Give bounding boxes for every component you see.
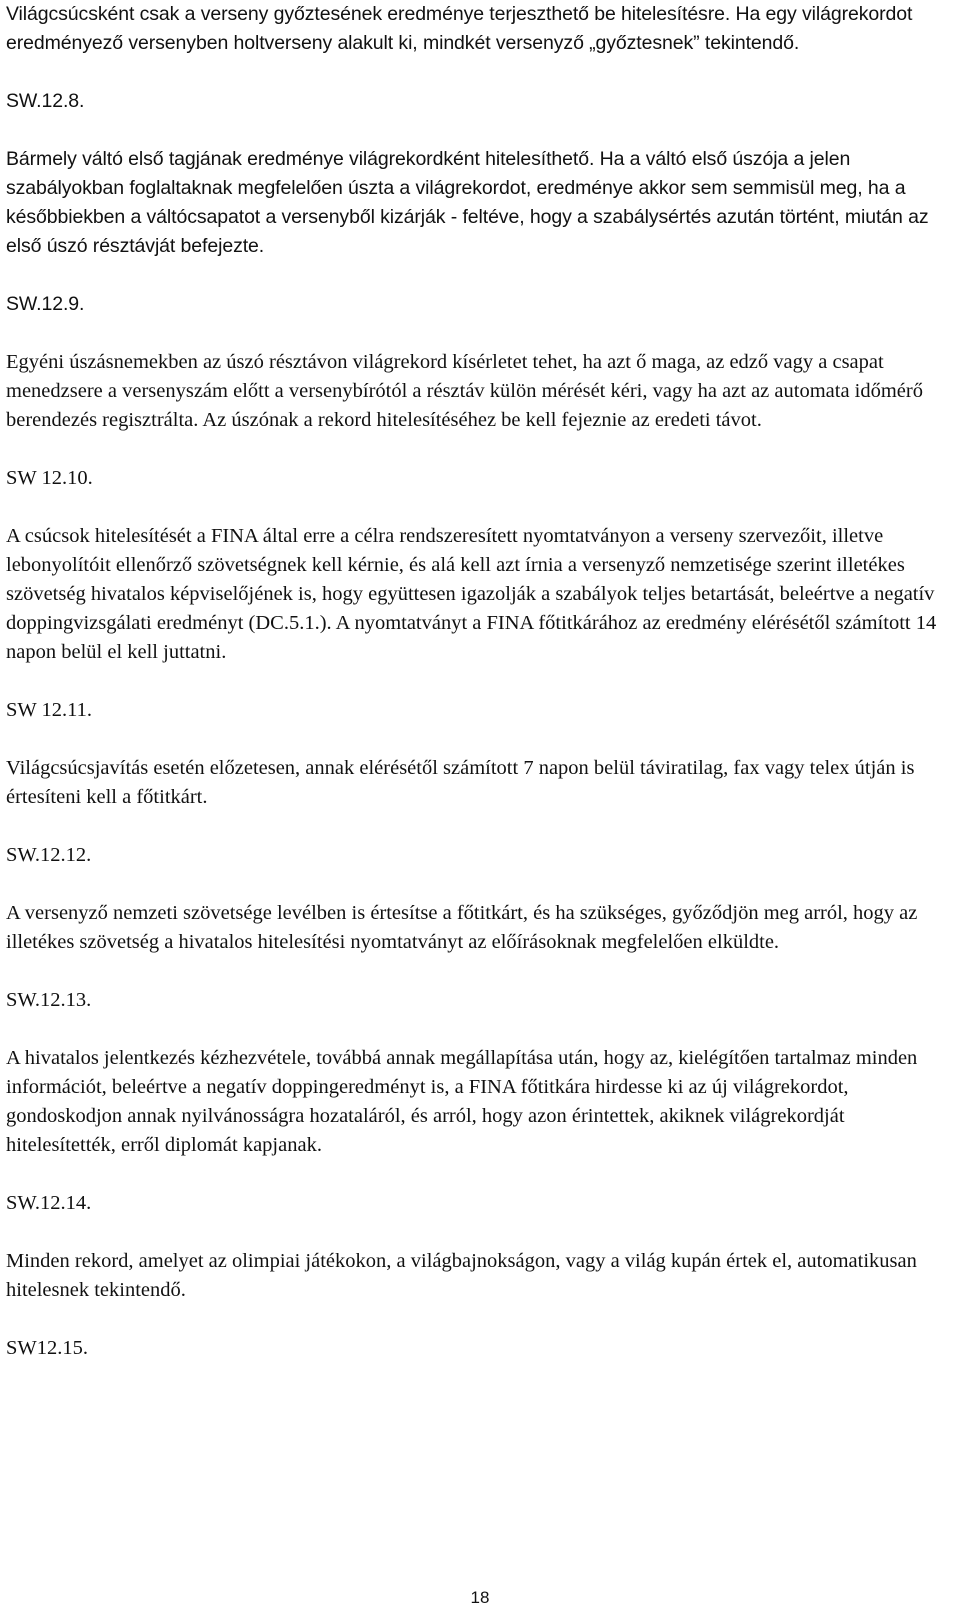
paragraph-official-announcement: A hivatalos jelentkezés kézhezvétele, továbbá annak megállapítása után, hogy az, kielégítően tartalmaz minden információt, beleértve a negatív doppingeredményt is, a FINA főtitkára hirdesse ki az új világrekordot, gondoskodjon annak nyilvánosságra hozataláról, és arról, hogy azon érintettek, akiknek világrekordját hitelesítették, erről diplomát kapjanak. bbox=[6, 1047, 918, 1156]
section-heading-sw-12-14: SW.12.14. bbox=[6, 1192, 92, 1214]
paragraph-split-time-record: Egyéni úszásnemekben az úszó résztávon világrekord kísérletet tehet, ha azt ő maga, az edző vagy a csapat menedzsere a versenyszám előtt a versenybírótól a résztáv külön mérését kéri, vagy ha azt az automata időmérő berendezés regisztrálta. Az úszónak a rekord hitelesítéséhez be kell fejeznie az eredeti távot. bbox=[6, 351, 923, 431]
section-heading-sw-12-13: SW.12.13. bbox=[6, 989, 92, 1011]
document-page bbox=[6, 0, 946, 1392]
page-number: 18 bbox=[470, 1588, 490, 1607]
section-heading-sw-12-9: SW.12.9. bbox=[6, 293, 85, 315]
paragraph-world-record-winner: Világcsúcsként csak a verseny győztesének eredménye terjeszthető be hitelesítésre. Ha egy világrekordot eredményező versenyben holtverseny alakult ki, mindkét versenyző „győztesnek” tekintendő. bbox=[6, 3, 913, 54]
paragraph-relay-first-leg: Bármely váltó első tagjának eredménye világrekordként hitelesíthető. Ha a váltó első úszója a jelen szabályokban foglaltaknak megfelelően úszta a világrekordot, eredménye akkor sem semmisül meg, ha a későbbiekben a váltócsapatot a versenyből kizárják - feltéve, hogy a szabálysértés azután történt, miután az első úszó résztávját befejezte. bbox=[6, 148, 929, 257]
section-heading-sw-12-11: SW 12.11. bbox=[6, 699, 92, 721]
section-heading-sw-12-10: SW 12.10. bbox=[6, 467, 93, 489]
section-heading-sw-12-8: SW.12.8. bbox=[6, 90, 85, 112]
paragraph-automatic-recognition: Minden rekord, amelyet az olimpiai játékokon, a világbajnokságon, vagy a világ kupán értek el, automatikusan hitelesnek tekintendő. bbox=[6, 1250, 917, 1301]
paragraph-prior-notification: Világcsúcsjavítás esetén előzetesen, annak elérésétől számított 7 napon belül táviratilag, fax vagy telex útján is értesíteni kell a főtitkárt. bbox=[6, 757, 915, 808]
section-heading-sw-12-15: SW12.15. bbox=[6, 1337, 88, 1359]
paragraph-federation-letter: A versenyző nemzeti szövetsége levélben is értesítse a főtitkárt, és ha szükséges, győződjön meg arról, hogy az illetékes szövetség a hivatalos hitelesítési nyomtatványt az előírásoknak megfelelően elküldte. bbox=[6, 902, 918, 953]
paragraph-record-certification-form: A csúcsok hitelesítését a FINA által erre a célra rendszeresített nyomtatványon a verseny szervezőit, illetve lebonyolítóit ellenőrző szövetségnek kell kérnie, és alá kell azt írnia a versenyző nemzetisége szerint illetékes szövetség hivatalos képviselőjének is, hogy együttesen igazolják a szabályok teljes betartását, beleértve a negatív doppingvizsgálati eredményt (DC.5.1.). A nyomtatványt a FINA főtitkárához az eredmény elérésétől számított 14 napon belül el kell juttatni. bbox=[6, 525, 937, 663]
section-heading-sw-12-12: SW.12.12. bbox=[6, 844, 92, 866]
